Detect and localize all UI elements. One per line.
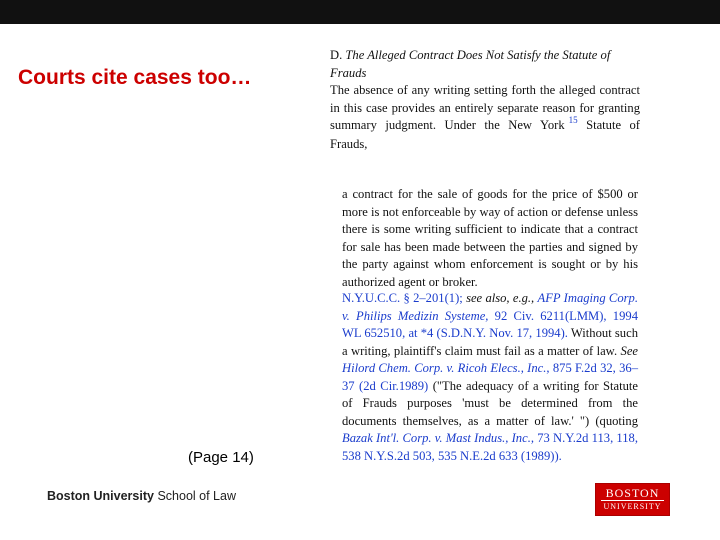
case-link-hilord[interactable]: Hilord Chem. Corp. v. Ricoh Elecs., Inc., <box>342 361 550 375</box>
badge-line1: BOSTON <box>605 486 660 500</box>
quote-text: a contract for the sale of goods for the price of $500 or more is not enforceable by way of action or defense unless there is some writing sufficient to indicate that a contract for sale has been made between the parties and signed by the party against whom enforcement is sought or by his authorized agent or broker. <box>342 187 638 289</box>
case-cite-afp[interactable]: 92 Civ. 6211(LMM), 1994 WL 652510, at *4 (S.D.N.Y. Nov. 17, 1994). <box>342 308 638 340</box>
see-signal: See <box>620 343 638 358</box>
case-link-afp[interactable]: AFP Imaging Corp. v. Philips Medizin Systeme, <box>342 291 638 323</box>
badge-line2: UNIVERSITY <box>603 502 662 511</box>
citation-block <box>342 290 638 465</box>
document-excerpt-top <box>330 47 640 153</box>
top-bar <box>0 0 720 24</box>
see-also-signal: see also, e.g., <box>466 291 535 305</box>
paragraph-text: The absence of any writing setting forth the alleged contract in this case provides an entirely separate reason for granting summary judgment. Under the New York <box>330 83 640 132</box>
footnote-link[interactable]: 15 <box>568 115 578 125</box>
logo-bold: Boston University <box>47 489 154 503</box>
case-cite-bazak[interactable]: 73 N.Y.2d 113, 118, 538 N.Y.S.2d 503, 535 N.E.2d 633 (1989)). <box>342 431 638 463</box>
slide-title: Courts cite cases too… <box>18 66 252 89</box>
paragraph <box>330 82 640 153</box>
citation-text: Without such a writing, plaintiff's claim must fail as a matter of law. <box>342 326 638 358</box>
logo-rest: School of Law <box>157 489 236 503</box>
school-logo-text <box>47 489 236 503</box>
case-cite-hilord[interactable]: 875 F.2d 32, 36–37 (2d Cir.1989) <box>342 361 638 393</box>
section-heading <box>330 47 640 82</box>
page-reference: (Page 14) <box>188 449 254 466</box>
bu-logo-badge <box>595 483 670 516</box>
case-link-bazak[interactable]: Bazak Int'l. Corp. v. Mast Indus., Inc., <box>342 431 534 445</box>
statute-link[interactable]: N.Y.U.C.C. § 2–201(1); <box>342 291 463 305</box>
parenthetical-quote: ("The adequacy of a writing for Statute of Frauds purposes 'must be determined from the documents themselves, as a matter of law.' ") (quoting <box>342 378 638 428</box>
heading-prefix: D. <box>330 48 343 62</box>
paragraph-end: Statute of Frauds, <box>330 118 640 151</box>
heading-text: The Alleged Contract Does Not Satisfy the Statute of Frauds <box>330 48 611 80</box>
block-quote <box>342 186 638 291</box>
